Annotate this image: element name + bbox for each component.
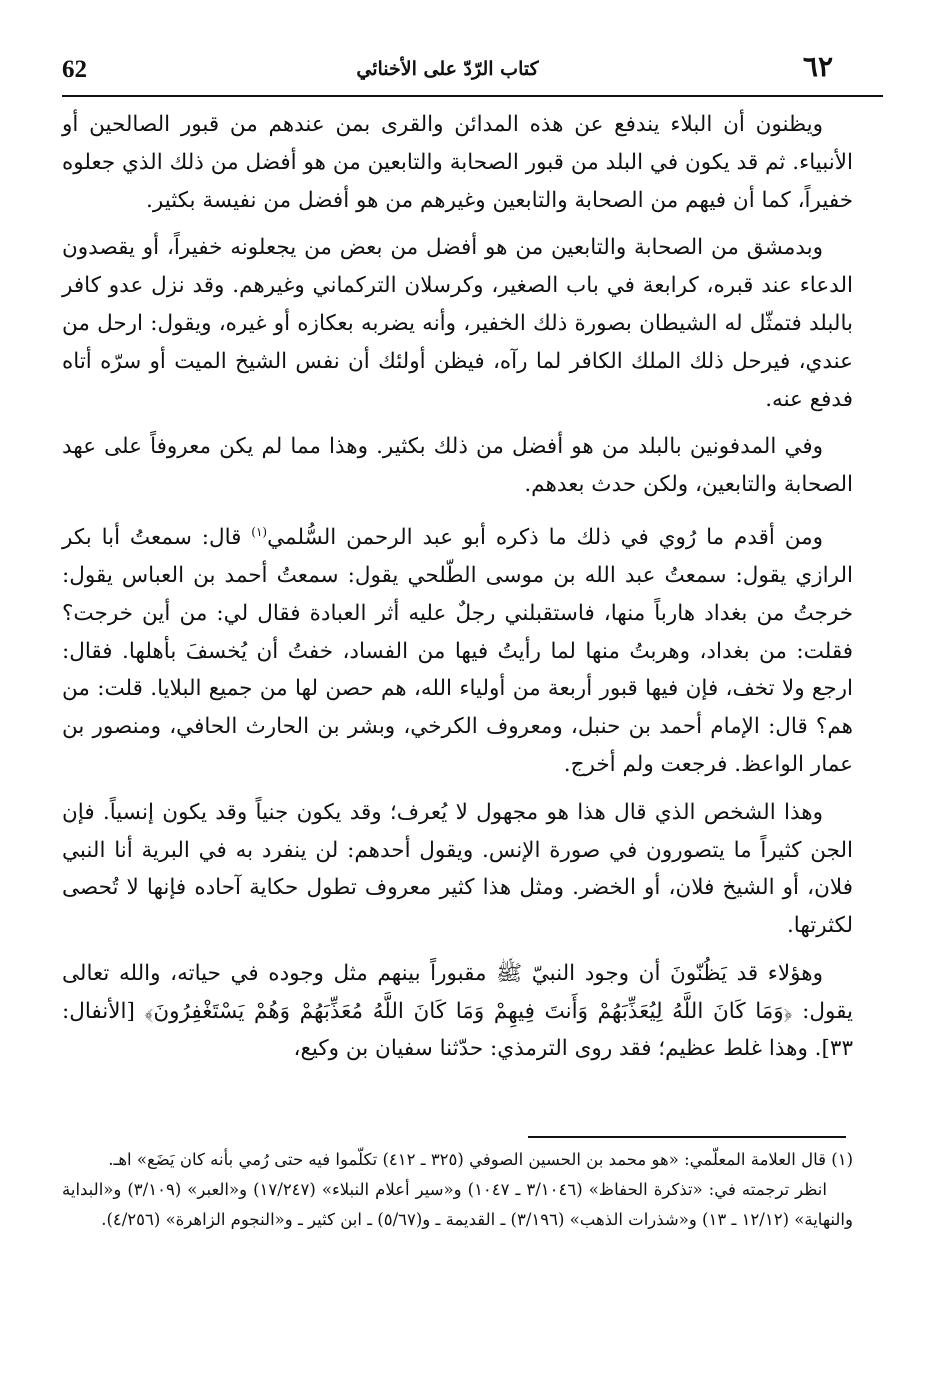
paragraph-4-lead: ومن أقدم ما رُوي في ذلك ما ذكره أبو عبد الرحمن السُّلمي [267,525,823,551]
header-rule [62,95,883,97]
paragraph-6: وهؤلاء قد يَظُنّونَ أن وجود النبيّ ﷺ مقبوراً بينهم مثل وجوده في حياته، والله تعالى يقول: ﴿وَمَا كَانَ اللَّهُ لِيُعَذِّبَهُمْ وَأَنتَ فِيهِمْ وَمَا كَانَ اللَّهُ مُعَذِّبَهُمْ وَهُمْ يَسْتَغْفِرُونَ﴾ [الأنفال: ٣٣]. وهذا غلط عظيم؛ فقد روى الترمذي: حدّثنا سفيان بن وكيع، [62,960,853,1062]
running-title: كتاب الرّدّ على الأخنائي [356,58,539,80]
paragraph-1: ويظنون أن البلاء يندفع عن هذه المدائن والقرى بمن عندهم من قبور الصالحين أو الأنبياء. ثم قد يكون في البلد من قبور الصحابة والتابعين من هو أفضل من ذلك الذي جعلوه خفيراً، كما أن فيهم من الصحابة والتابعين وغيرهم من هو أفضل من نفيسة بكثير. [62,112,853,213]
footnotes [62,1145,853,1235]
paragraph-3: وفي المدفونين بالبلد من هو أفضل من ذلك بكثير. وهذا مما لم يكن معروفاً على عهد الصحابة والتابعين، ولكن حدث بعدهم. [62,434,853,498]
paragraph-4 [62,514,853,784]
paragraph-5: وهذا الشخص الذي قال هذا هو مجهول لا يُعرف؛ وقد يكون جنياً وقد يكون إنسياً. فإن الجن كثيراً ما يتصورون في صورة الإنس. ويقول أحدهم: لن ينفرد به في البرية أنا النبي فلان، أو الشيخ فلان، أو الخضر. ومثل هذا كثير معروف تطول حكاية آحاده فإنها لا تُحصى لكثرتها. [62,799,853,939]
main-text [62,106,853,1078]
page-number-arabic: ٦٢ [802,50,833,83]
footnote-reference: (١) [251,524,268,539]
page-header [62,46,833,96]
footnote-1: (١) قال العلامة المعلّمي: «هو محمد بن الحسين الصوفي (٣٢٥ ـ ٤١٢) تكلّموا فيه حتى رُمي بأنه كان يَضَع» اهـ. [108,1150,853,1169]
paragraph-2: وبدمشق من الصحابة والتابعين من هو أفضل من بعض من يجعلونه خفيراً، أو يقصدون الدعاء عند قبره، كرابعة في باب الصغير، وكرسلان التركماني وغيرهم. وقد نزل عدو كافر بالبلد فتمثّل له الشيطان بصورة ذلك الخفير، وأنه يضربه بعكازه أو غيره، ويقول: ارحل من عندي، فيرحل ذلك الملك الكافر لما رآه، فيظن أولئك أن نفس الشيخ الميت أو سرّه أتاه فدفع عنه. [62,235,853,412]
page-number-latin: 62 [62,56,87,83]
paragraph-4-rest: قال: سمعتُ أبا بكر الرازي يقول: سمعتُ عبد الله بن موسى الطّلحي يقول: سمعتُ أحمد بن العباس يقول: خرجتُ من بغداد هارباً منها، فاستقبلني رجلٌ عليه أثر العبادة فقال لي: من أين خرجت؟ فقلت: من بغداد، وهربتُ منها لما رأيتُ فيها من الفساد، خفتُ أن يُخسفَ بأهلها. فقال: ارجع ولا تخف، فإن فيها قبور أربعة من أولياء الله، هم حصن لها من جميع البلايا. قلت: من هم؟ قال: الإمام أحمد بن حنبل، ومعروف الكرخي، وبشر بن الحارث الحافي، ومنصور بن عمار الواعظ. فرجعت ولم أخرج. [62,525,853,777]
footnote-1-references: انظر ترجمته في: «تذكرة الحفاظ» (٣/١٠٤٦ ـ ١٠٤٧) و«سير أعلام النبلاء» (١٧/٢٤٧) و«العبر» (٣/١٠٩) و«البداية والنهاية» (١٢/١٢ ـ ١٣) و«شذرات الذهب» (٣/١٩٦) ـ القديمة ـ و(٥/٦٧) ـ ابن كثير ـ و«النجوم الزاهرة» (٤/٢٥٦). [62,1180,853,1229]
footnote-rule [528,1136,846,1138]
